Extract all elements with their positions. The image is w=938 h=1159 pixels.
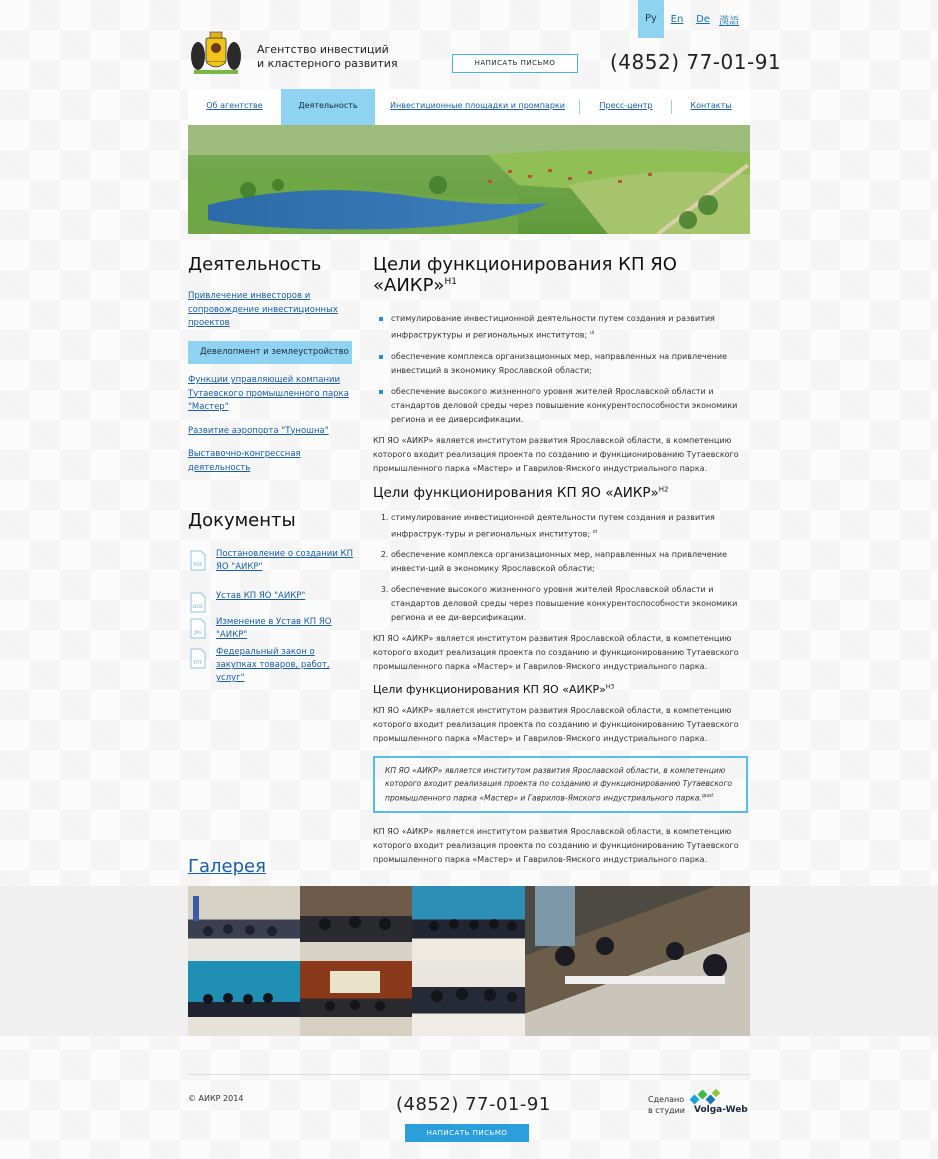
gallery-photo-5[interactable] — [300, 961, 412, 1036]
gallery-photo-large[interactable] — [525, 886, 750, 1036]
document-item — [188, 646, 358, 683]
coat-of-arms-logo[interactable] — [188, 28, 244, 78]
brand-line-1: Агентство инвестиций — [257, 43, 389, 56]
list-item: 3. обеспечение высокого жизненного уровня жителей Ярославской области и стандартов деловой среды через повышение конкурентоспособности экономики региона и ее ди-версификации. — [391, 583, 750, 625]
nav-about[interactable] — [188, 89, 281, 125]
list-item-sup: ol — [592, 528, 598, 535]
copyright: © АИКР 2014 — [188, 1094, 244, 1103]
brand-line-2: и кластерного развития — [257, 57, 398, 70]
write-letter-button[interactable]: НАПИСАТЬ ПИСЬМО — [452, 54, 578, 73]
section-heading-sup: H2 — [658, 485, 669, 494]
list-item — [391, 511, 750, 542]
gallery-photo-4[interactable] — [188, 961, 300, 1036]
blockquote-text: КП ЯО «АИКР» является институтом развития Ярославской области, в компетенцию которого входит реализация проекта по созданию и функционированию Тутаевского промышленного парка «Мастер» и Гаврилов-Ямского индустриального парка. — [385, 766, 733, 803]
nav-press-center[interactable] — [580, 89, 672, 125]
list-item-text: стимулирование инвестиционной деятельности путем создания и развития инфраструктуры и региональных институтов; — [391, 314, 715, 340]
page-title-sup: H1 — [444, 277, 457, 287]
document-link-charter-change[interactable]: Изменение в Устав КП ЯО "АИКР" — [216, 617, 332, 640]
paragraph: КП ЯО «АИКР» является институтом развития Ярославской области, в компетенцию которого входит реализация проекта по созданию и функционированию Тутаевского промышленного парка «Мастер» и Гаврилов-Ямского индустриального парка. — [373, 634, 739, 672]
sidebar-item-master-park[interactable]: Функции управляющей компании Тутаевского промышленного парка "Мастер" — [188, 375, 349, 412]
main-content — [373, 254, 750, 876]
jpg-file-icon — [190, 618, 206, 639]
list-item: 2. обеспечение комплекса организационных мер, направленных на привлечение инвести-ций в экономику Ярославской области; — [391, 548, 750, 576]
brand-name — [257, 43, 398, 71]
blockquote-sup: quot — [701, 793, 714, 800]
gallery-title[interactable]: Галерея — [188, 856, 266, 877]
gallery-photo-3[interactable] — [412, 886, 525, 961]
list-item — [373, 312, 750, 343]
list-item: обеспечение высокого жизненного уровня жителей Ярославской области и стандартов деловой среды через повышение конкурентоспособности экономики региона и ее диверсификации. — [373, 385, 750, 427]
document-link-decree[interactable]: Постановление о создании КП ЯО "АИКР" — [216, 549, 353, 572]
sidebar-item-exhibitions[interactable]: Выставочно-конгрессная деятельность — [188, 449, 301, 473]
made-line-1: Сделано — [648, 1095, 685, 1104]
blockquote — [373, 756, 748, 813]
list-item-sup: ul — [589, 330, 595, 336]
document-item — [188, 616, 358, 642]
paragraph: КП ЯО «АИКР» является институтом развития Ярославской области, в компетенцию которого входит реализация проекта по созданию и функционированию Тутаевского промышленного парка «Мастер» и Гаврилов-Ямского индустриального парка. — [373, 706, 739, 744]
page-title-text: Цели функционирования КП ЯО «АИКР» — [373, 254, 677, 296]
doc-type-label: PDF — [193, 563, 203, 568]
rtf-file-icon — [190, 648, 206, 669]
lang-ru[interactable]: Ру — [638, 0, 664, 38]
doc-type-label: RTF — [193, 661, 203, 666]
page-title — [373, 254, 750, 296]
gallery-photo-2[interactable] — [300, 886, 412, 961]
footer-phone: (4852) 77-01-91 — [396, 1094, 551, 1115]
doc-type-label: JPG — [194, 631, 202, 636]
language-switcher — [638, 0, 742, 38]
gallery-photo-6[interactable] — [412, 961, 525, 1036]
footer-write-letter-button[interactable]: НАПИСАТЬ ПИСЬМО — [405, 1124, 529, 1142]
nav-about-label: Об агентстве — [206, 101, 263, 110]
document-item — [188, 548, 358, 590]
goals-numbered-list — [373, 511, 750, 626]
header-phone: (4852) 77-01-91 — [610, 50, 782, 74]
pdf-file-icon — [190, 550, 206, 571]
section-heading-text: Цели функционирования КП ЯО «АИКР» — [373, 484, 659, 501]
nav-contacts[interactable] — [672, 89, 750, 125]
nav-activity[interactable] — [281, 89, 375, 125]
sidebar-item-development[interactable]: Девелопмент и землеустройство — [188, 341, 352, 365]
gallery-photo-1[interactable] — [188, 886, 300, 961]
paragraph: КП ЯО «АИКР» является институтом развития Ярославской области, в компетенцию которого входит реализация проекта по созданию и функционированию Тутаевского промышленного парка «Мастер» и Гаврилов-Ямского индустриального парка. — [373, 435, 739, 473]
lang-de[interactable]: De — [696, 13, 710, 25]
lang-zh[interactable]: 漢語 — [719, 15, 739, 27]
paragraph: КП ЯО «АИКР» является институтом развития Ярославской области, в компетенцию которого входит реализация проекта по созданию и функционированию Тутаевского промышленного парка «Мастер» и Гаврилов-Ямского индустриального парка. — [373, 826, 739, 864]
made-by — [648, 1094, 685, 1116]
section-heading-text: Цели функционирования КП ЯО «АИКР» — [373, 683, 606, 697]
nav-investment-sites-label: Инвестиционные площадки и промпарки — [390, 101, 565, 110]
footer-divider — [188, 1074, 750, 1075]
lang-en[interactable]: En — [670, 13, 684, 25]
sidebar-item-investors[interactable]: Привлечение инвесторов и сопровождение инвестиционных проектов — [188, 291, 338, 328]
documents-title: Документы — [188, 510, 296, 531]
list-item-text: стимулирование инвестиционной деятельности путем создания и развития инфраструк-туры и региональных институтов; — [391, 512, 715, 539]
doc-type-label: DOC — [192, 605, 204, 610]
sidebar-menu — [188, 290, 358, 485]
documents-list — [188, 548, 358, 683]
main-nav — [188, 89, 750, 125]
doc-file-icon — [190, 592, 206, 613]
made-line-2: в студии — [648, 1106, 685, 1115]
goals-bullet-list — [373, 312, 750, 427]
document-link-charter[interactable]: Устав КП ЯО "АИКР" — [216, 591, 306, 601]
hero-landscape-image — [188, 125, 750, 234]
studio-name[interactable]: Volga-Web — [694, 1105, 748, 1115]
nav-activity-label: Деятельность — [298, 101, 358, 110]
section-heading-sup: H3 — [605, 683, 615, 691]
document-item — [188, 590, 358, 616]
nav-investment-sites[interactable] — [375, 89, 580, 125]
nav-contacts-label: Контакты — [690, 101, 732, 110]
sidebar-item-airport[interactable]: Развитие аэропорта "Туношна" — [188, 425, 329, 436]
list-item: обеспечение комплекса организационных мер, направленных на привлечение инвестиций в экономику Ярославской области; — [373, 350, 750, 378]
sidebar-title: Деятельность — [188, 254, 322, 275]
nav-press-center-label: Пресс-центр — [599, 101, 653, 110]
document-link-procurement-law[interactable]: Федеральный закон о закупках товаров, работ, услуг" — [216, 647, 330, 683]
gallery-grid — [188, 886, 750, 1036]
section-heading-h2 — [373, 485, 750, 501]
section-heading-h3 — [373, 683, 750, 696]
